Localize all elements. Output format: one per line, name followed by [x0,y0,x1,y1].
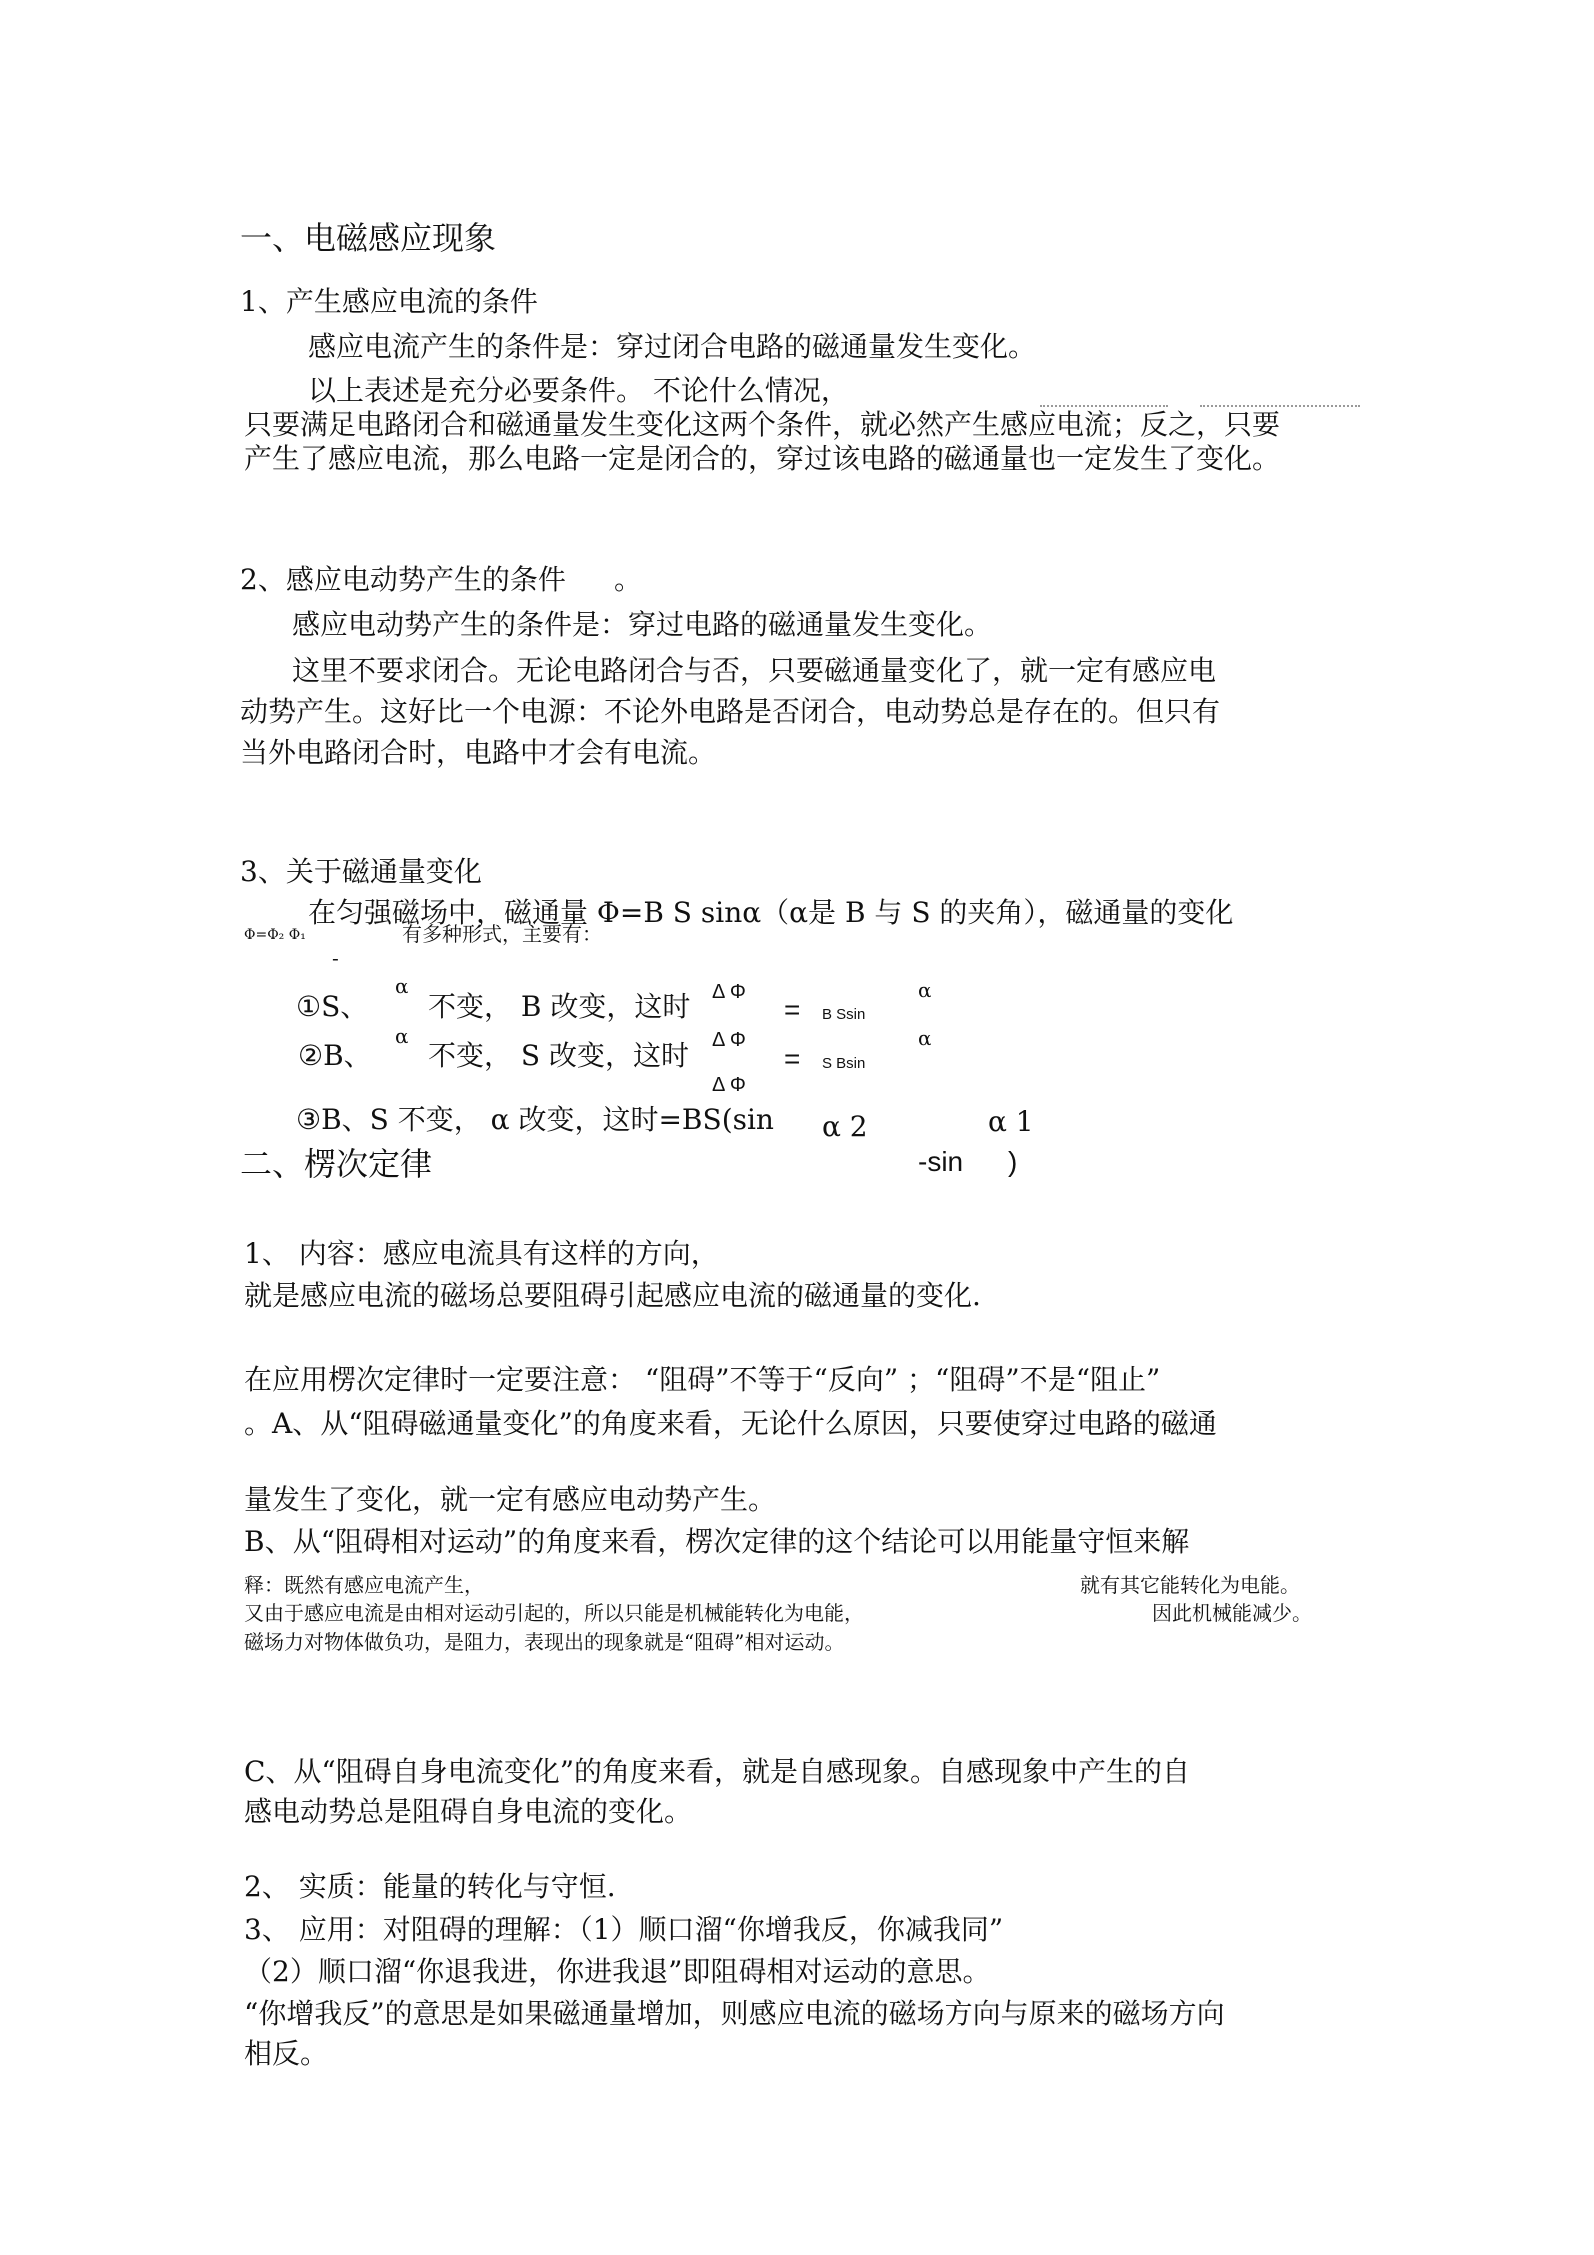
sub2-heading-dot: 。 [614,563,643,596]
b-small2-left: 又由于感应电流是由相对运动引起的，所以只能是机械能转化为电能， [244,1601,864,1625]
case1-delta-phi: Δ Φ [712,981,746,1003]
case2-label: ②B、 [298,1039,372,1072]
b-line1: B、从“阻碍相对运动”的角度来看，楞次定律的这个结论可以用能量守恒来解 [244,1525,1190,1558]
case3-alpha1: α 1 [988,1105,1034,1138]
sub3-heading: 3、关于磁通量变化 [240,855,482,888]
b-small3: 磁场力对物体做负功，是阻力，表现出的现象就是“阻碍”相对运动。 [244,1630,845,1654]
case2-expression: S Bsin [822,1055,866,1072]
case1-alpha-end: α [918,978,932,1002]
formula-dash: - [332,946,339,970]
case2-equals: = [784,1043,801,1074]
mnemonic-2: （2）顺口溜“你退我进，你进我退”即阻碍相对运动的意思。 [244,1955,991,1988]
case1-text: 不变， B 改变，这时 [428,990,691,1023]
case3-text: ③B、S 不变， α 改变，这时=BS(sin [296,1103,774,1136]
essence: 2、 实质：能量的转化与守恒. [244,1870,616,1903]
sub1-line2: 以上表述是充分必要条件。 不论什么情况， [308,374,849,407]
section1-title: 一、电磁感应现象 [240,219,497,257]
b-small2-right: 因此机械能减少。 [1152,1601,1312,1625]
sub2-line1: 感应电动势产生的条件是：穿过电路的磁通量发生变化。 [292,608,993,641]
note-line1: 在应用楞次定律时一定要注意： “阻碍”不等于“反向” ；“阻碍”不是“阻止” [244,1363,1161,1396]
sub3-line2: 有多种形式，主要有： [402,922,602,946]
case2-text: 不变， S 改变，这时 [428,1039,689,1072]
b-small1-left: 释：既然有感应电流产生， [244,1573,484,1597]
sub1-line4: 产生了感应电流，那么电路一定是闭合的，穿过该电路的磁通量也一定发生了变化。 [244,442,1281,475]
sub1-line3: 只要满足电路闭合和磁通量发生变化这两个条件，就必然产生感应电流；反之，只要 [244,408,1281,441]
sub1-heading: 1、产生感应电流的条件 [240,285,538,318]
law-content-line1: 1、 内容：感应电流具有这样的方向， [244,1237,719,1270]
case2-delta-phi: Δ Φ [712,1029,746,1051]
law-content-line2: 就是感应电流的磁场总要阻碍引起感应电流的磁通量的变化. [244,1279,981,1312]
case1-expression: B Ssin [822,1006,866,1023]
sub3-line1: 在匀强磁场中，磁通量 Φ=B S sinα（α是 B 与 S 的夹角），磁通量的变化 [308,896,1234,929]
c-line1: C、从“阻碍自身电流变化”的角度来看，就是自感现象。自感现象中产生的自 [244,1755,1191,1788]
note-line3: 量发生了变化，就一定有感应电动势产生。 [244,1483,777,1516]
section2-title: 二、楞次定律 [240,1145,433,1183]
case1-label: ①S、 [296,990,369,1023]
case1-alpha: α [395,974,409,998]
application: 3、 应用：对阻碍的理解：（1）顺口溜“你增我反，你减我同” [244,1913,1004,1946]
case3-minus-sin: -sin [918,1146,964,1177]
sub2-line3: 动势产生。这好比一个电源：不论外电路是否闭合，电动势总是存在的。但只有 [240,695,1221,728]
sub1-line1: 感应电流产生的条件是：穿过闭合电路的磁通量发生变化。 [308,330,1037,363]
sub2-line2: 这里不要求闭合。无论电路闭合与否，只要磁通量变化了，就一定有感应电 [292,654,1217,687]
explanation-line1: “你增我反”的意思是如果磁通量增加，则感应电流的磁场方向与原来的磁场方向 [244,1997,1225,2030]
sub2-line4: 当外电路闭合时，电路中才会有电流。 [240,736,717,769]
case3-alpha2: α 2 [822,1110,868,1143]
case2-alpha-end: α [918,1026,932,1050]
case3-close-paren: ) [1008,1146,1018,1177]
b-small1-right: 就有其它能转化为电能。 [1080,1573,1300,1597]
explanation-line2: 相反。 [244,2037,329,2070]
case1-equals: = [784,994,801,1025]
case2-alpha: α [395,1024,409,1048]
c-line2: 感电动势总是阻碍自身电流的变化。 [244,1795,693,1828]
case3-delta-phi: Δ Φ [712,1074,746,1096]
note-line2: 。A、从“阻碍磁通量变化”的角度来看，无论什么原因，只要使穿过电路的磁通 [244,1407,1217,1440]
sub2-heading: 2、感应电动势产生的条件 [240,563,566,596]
delta-flux-formula: Φ=Φ₂ Φ₁ [244,927,306,943]
